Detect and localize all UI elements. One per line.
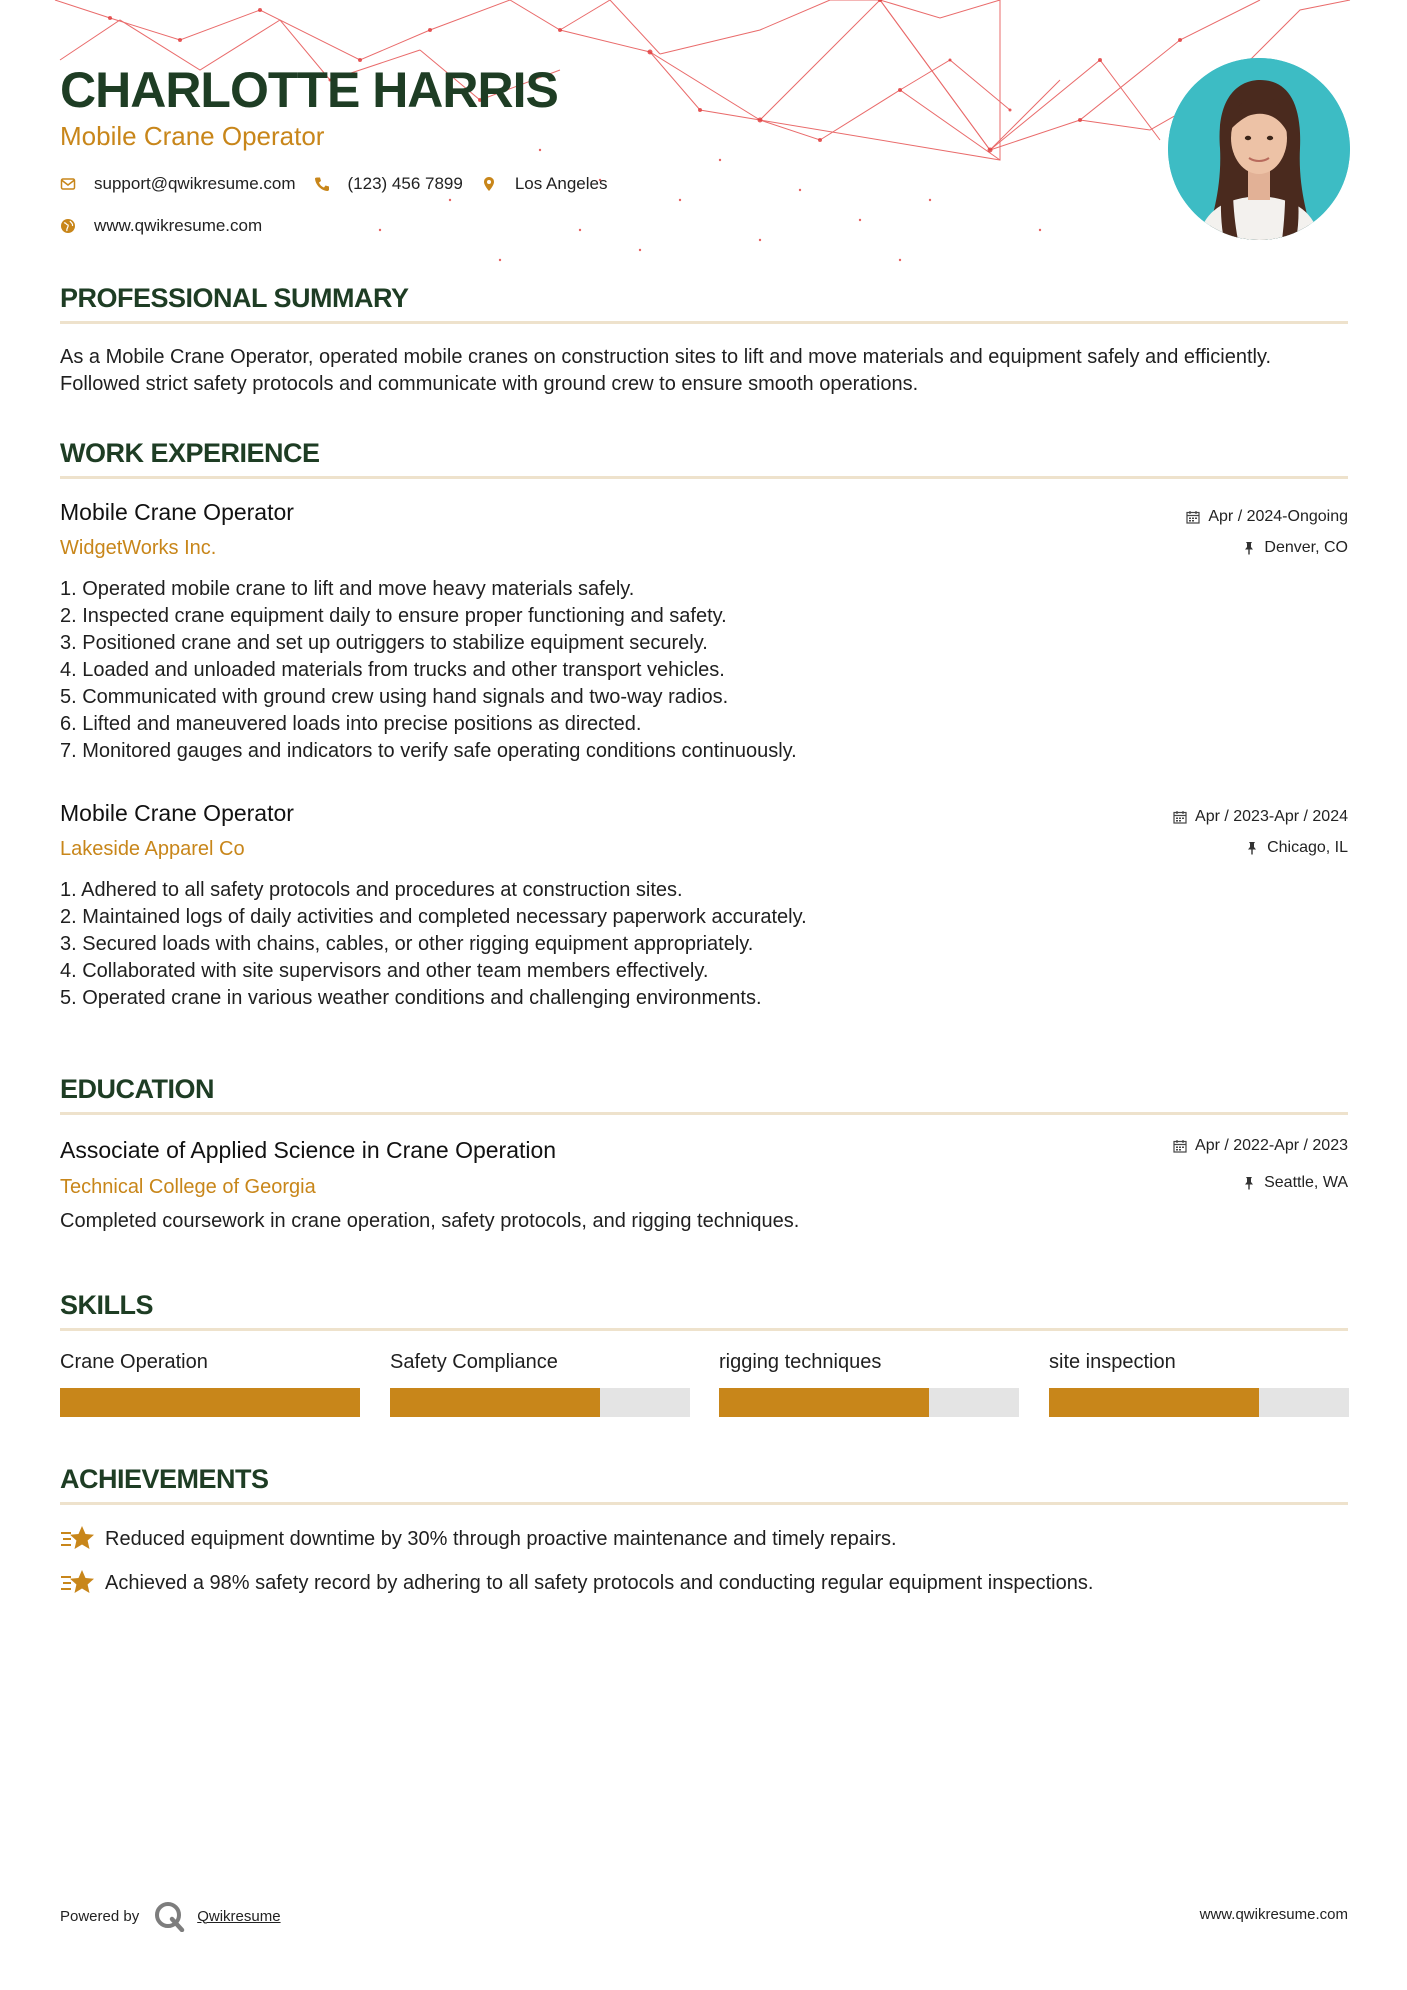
- contact-website[interactable]: [60, 216, 262, 236]
- calendar-icon: [1186, 510, 1200, 524]
- achievement-item: [60, 1524, 897, 1554]
- achievement-text: Achieved a 98% safety record by adhering to all safety protocols and conducting regular equipment inspections.: [105, 1571, 1094, 1594]
- section-divider: [60, 321, 1348, 324]
- section-divider: [60, 1502, 1348, 1505]
- list-item: 7. Monitored gauges and indicators to verify safe operating conditions continuously.: [60, 740, 797, 762]
- skill-bar-track: [719, 1388, 1019, 1417]
- skill-label: Safety Compliance: [390, 1351, 558, 1373]
- skill-bar-fill: [390, 1388, 600, 1417]
- summary-text: As a Mobile Crane Operator, operated mobile cranes on construction sites to lift and move materials and equipment safely and efficiently. Followed strict safety protocols and communicate with ground crew to ensure smooth operations.: [60, 346, 1272, 395]
- calendar-icon: [1173, 810, 1187, 824]
- contact-location: [481, 174, 608, 194]
- email-text: support@qwikresume.com: [94, 174, 296, 193]
- job-bullet-list: [60, 576, 797, 765]
- map-pin-icon: [481, 176, 497, 192]
- list-item: 6. Lifted and maneuvered loads into precise positions as directed.: [60, 713, 642, 735]
- qwikresume-logo-icon: [153, 1900, 185, 1932]
- phone-icon: [314, 176, 330, 192]
- experience-heading: WORK EXPERIENCE: [60, 438, 320, 468]
- pushpin-icon: [1242, 1176, 1256, 1190]
- pushpin-icon: [1245, 841, 1259, 855]
- skill-item: [60, 1348, 360, 1376]
- location-text: Los Angeles: [514, 174, 608, 193]
- education-dates-text: Apr / 2022-Apr / 2023: [1195, 1137, 1348, 1154]
- skill-label: Crane Operation: [60, 1351, 208, 1373]
- candidate-role: Mobile Crane Operator: [60, 121, 325, 151]
- skill-item: [1049, 1348, 1349, 1376]
- job-location: [1242, 537, 1348, 559]
- list-item: 3. Secured loads with chains, cables, or other rigging equipment appropriately.: [60, 933, 754, 955]
- contact-row: [60, 172, 625, 196]
- star-achievement-icon: [60, 1524, 94, 1554]
- envelope-icon: [60, 176, 76, 192]
- contact-row-website: [60, 214, 280, 238]
- skill-bar-track: [60, 1388, 360, 1417]
- summary-heading: PROFESSIONAL SUMMARY: [60, 283, 409, 313]
- job-dates-text: Apr / 2023-Apr / 2024: [1195, 808, 1348, 825]
- education-location: [1242, 1172, 1348, 1194]
- section-divider: [60, 1328, 1348, 1331]
- education-school: Technical College of Georgia: [60, 1176, 316, 1198]
- section-divider: [60, 476, 1348, 479]
- job-title: Mobile Crane Operator: [60, 800, 294, 826]
- list-item: 2. Inspected crane equipment daily to ensure proper functioning and safety.: [60, 605, 727, 627]
- list-item: 5. Operated crane in various weather conditions and challenging environments.: [60, 987, 762, 1009]
- powered-by-text: Powered by: [60, 1907, 140, 1925]
- achievements-heading: ACHIEVEMENTS: [60, 1464, 269, 1494]
- list-item: 3. Positioned crane and set up outriggers to stabilize equipment securely.: [60, 632, 708, 654]
- skill-label: site inspection: [1049, 1351, 1176, 1373]
- list-item: 2. Maintained logs of daily activities and completed necessary paperwork accurately.: [60, 906, 807, 928]
- list-item: 4. Loaded and unloaded materials from trucks and other transport vehicles.: [60, 659, 725, 681]
- list-item: 1. Operated mobile crane to lift and move heavy materials safely.: [60, 578, 635, 600]
- skill-label: rigging techniques: [719, 1351, 882, 1373]
- contact-email[interactable]: [60, 174, 296, 194]
- profile-photo: [1168, 58, 1350, 240]
- skill-bar-track: [1049, 1388, 1349, 1417]
- skill-item: [390, 1348, 690, 1376]
- job-location-text: Chicago, IL: [1267, 839, 1348, 856]
- skill-bar-fill: [719, 1388, 929, 1417]
- skill-bar-track: [390, 1388, 690, 1417]
- education-degree: Associate of Applied Science in Crane Operation: [60, 1137, 557, 1163]
- job-bullet-list: [60, 877, 807, 1012]
- list-item: 4. Collaborated with site supervisors and other team members effectively.: [60, 960, 709, 982]
- job-company: WidgetWorks Inc.: [60, 537, 217, 559]
- section-divider: [60, 1112, 1348, 1115]
- candidate-name: CHARLOTTE HARRIS: [60, 62, 558, 118]
- calendar-icon: [1173, 1139, 1187, 1153]
- pushpin-icon: [1242, 541, 1256, 555]
- job-dates: [1186, 506, 1348, 528]
- contact-phone[interactable]: [314, 174, 463, 194]
- website-text: www.qwikresume.com: [94, 216, 263, 235]
- skill-item: [719, 1348, 1019, 1376]
- skill-bar-fill: [1049, 1388, 1259, 1417]
- list-item: 5. Communicated with ground crew using hand signals and two-way radios.: [60, 686, 729, 708]
- job-dates: [1173, 806, 1348, 828]
- portrait-illustration: [1168, 58, 1350, 240]
- achievement-item: [60, 1568, 1093, 1598]
- globe-icon: [60, 218, 76, 234]
- education-heading: EDUCATION: [60, 1074, 214, 1104]
- job-company: Lakeside Apparel Co: [60, 838, 245, 860]
- achievement-text: Reduced equipment downtime by 30% through proactive maintenance and timely repairs.: [105, 1527, 897, 1550]
- education-location-text: Seattle, WA: [1264, 1174, 1348, 1191]
- list-item: 1. Adhered to all safety protocols and procedures at construction sites.: [60, 879, 683, 901]
- education-description: Completed coursework in crane operation, safety protocols, and rigging techniques.: [60, 1210, 800, 1232]
- job-location: [1245, 837, 1348, 859]
- education-dates: [1173, 1135, 1348, 1157]
- star-achievement-icon: [60, 1568, 94, 1598]
- skills-heading: SKILLS: [60, 1290, 154, 1320]
- qwikresume-link[interactable]: Qwikresume: [197, 1907, 281, 1925]
- skill-bar-fill: [60, 1388, 360, 1417]
- job-dates-text: Apr / 2024-Ongoing: [1208, 508, 1348, 525]
- phone-text: (123) 456 7899: [347, 174, 463, 193]
- footer-powered-by: [60, 1900, 281, 1932]
- job-location-text: Denver, CO: [1264, 539, 1348, 556]
- footer-website[interactable]: www.qwikresume.com: [1199, 1906, 1348, 1923]
- job-title: Mobile Crane Operator: [60, 499, 294, 525]
